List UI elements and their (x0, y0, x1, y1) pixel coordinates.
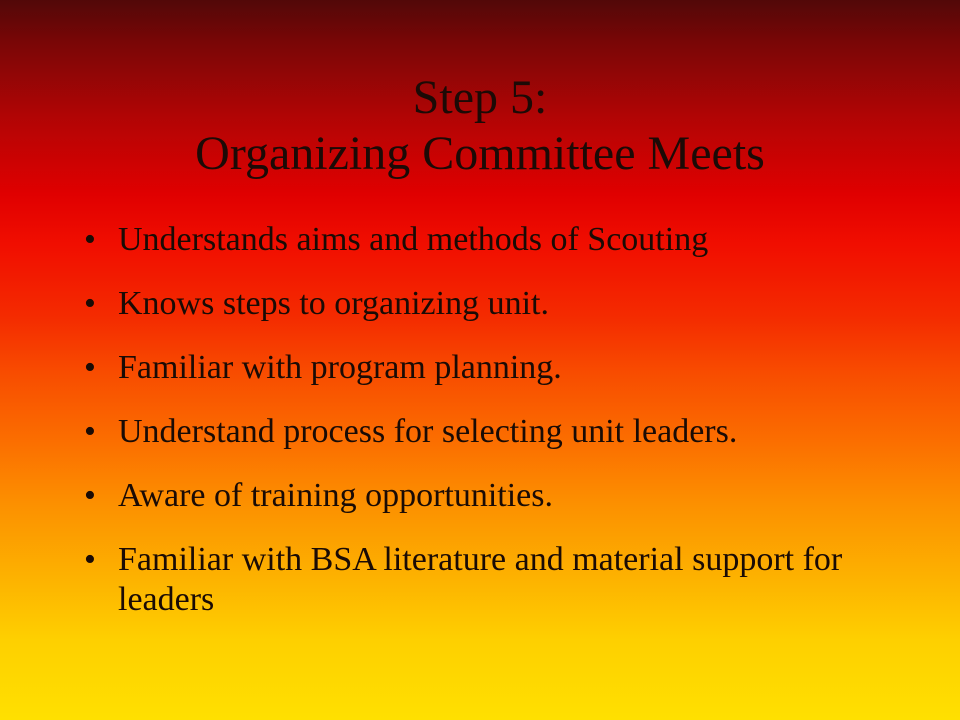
bullet-item (84, 412, 884, 452)
title-line-1: Step 5: (412, 71, 548, 124)
title-line-2: Organizing Committee Meets (195, 127, 765, 180)
bullet-dot-icon: • (84, 413, 96, 450)
bullet-text: Understands aims and methods of Scouting (118, 221, 709, 258)
bullet-text: Familiar with program planning. (118, 349, 562, 386)
bullet-item (84, 284, 884, 324)
slide-title (0, 70, 960, 182)
bullet-text: Understand process for selecting unit leaders. (118, 413, 738, 450)
bullet-item (84, 348, 884, 388)
bullet-list (84, 220, 884, 644)
bullet-item (84, 476, 884, 516)
bullet-text: Knows steps to organizing unit. (118, 285, 549, 322)
bullet-text: Aware of training opportunities. (118, 477, 553, 514)
bullet-dot-icon: • (84, 285, 96, 322)
bullet-dot-icon: • (84, 221, 96, 258)
bullet-dot-icon: • (84, 541, 96, 578)
bullet-dot-icon: • (84, 477, 96, 514)
bullet-item (84, 220, 884, 260)
bullet-dot-icon: • (84, 349, 96, 386)
bullet-item (84, 540, 884, 620)
bullet-text: Familiar with BSA literature and material support for leaders (118, 541, 843, 618)
